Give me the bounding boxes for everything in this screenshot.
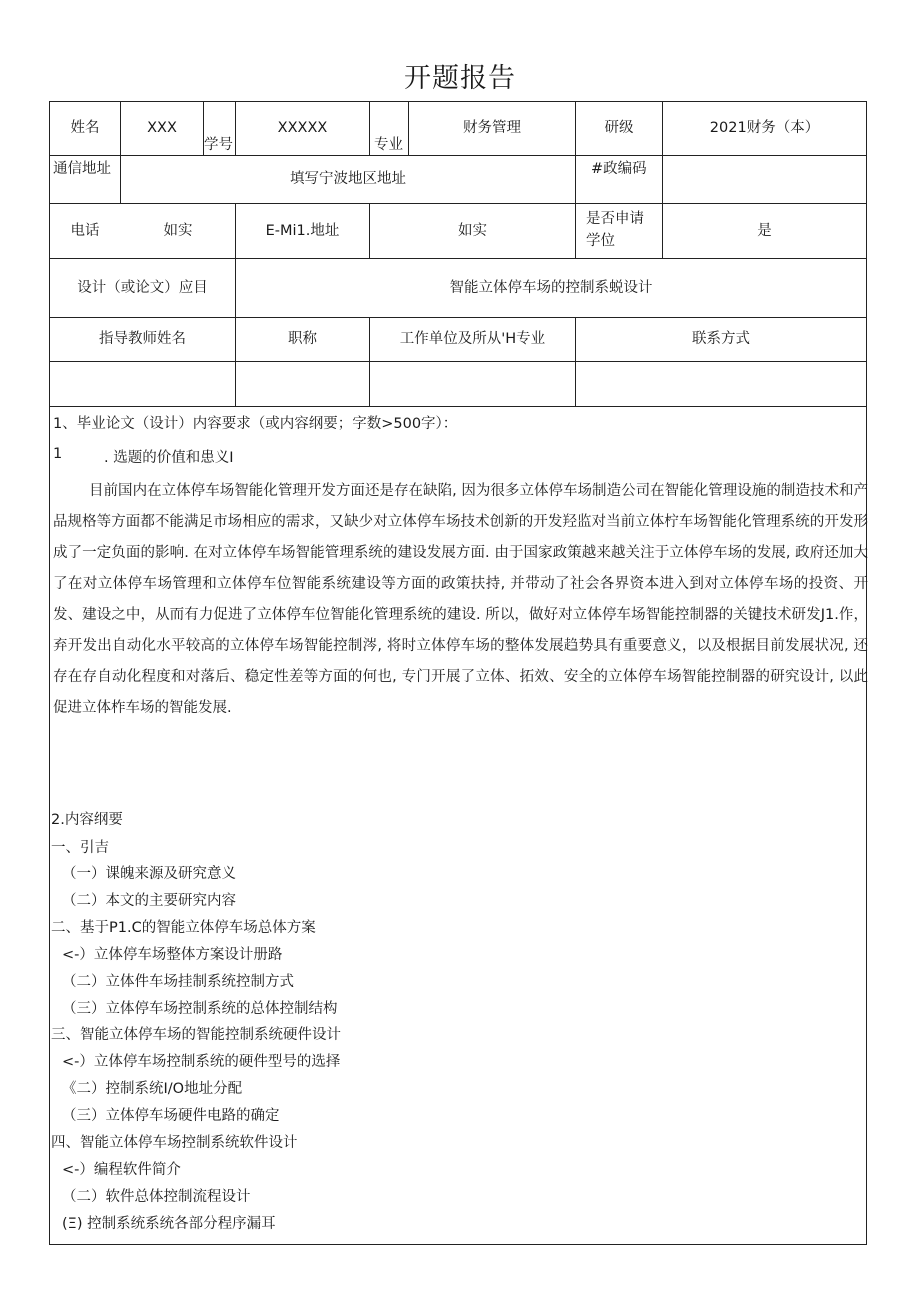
class-value: 2021财务（本）	[709, 120, 820, 136]
email-value: 如实	[458, 222, 487, 239]
advisor-title-label: 职称	[288, 331, 317, 347]
outline-item: (Ξ) 控制系统系统各部分程序漏耳	[62, 1216, 276, 1232]
major-label: 专业	[374, 137, 403, 153]
student-no-label: 学号	[204, 137, 233, 153]
address-label: 通信地址	[53, 161, 111, 177]
outline-item: （三）立体停车场控制系统的总体控制结构	[62, 1001, 338, 1017]
phone-value: 如实	[163, 222, 193, 239]
advisor-label: 指导教师姓名	[99, 331, 186, 347]
outline-item: （二）立体件车场挂制系统控制方式	[62, 974, 294, 990]
name-value: XXX	[147, 120, 177, 136]
page-title: 开题报告	[404, 63, 516, 94]
outline-item: <-）立体停车场控制系统的硬件型号的选择	[62, 1054, 341, 1070]
outline-item: （三）立体停车场硬件电路的确定	[62, 1108, 280, 1124]
degree-label: 是否申请学位	[586, 211, 644, 249]
class-label: 研级	[604, 120, 634, 136]
topic-value: 智能立体停车场的控制系蜕设计	[449, 279, 653, 296]
section1-number: 1	[53, 446, 63, 462]
outline-item: 四、智能立体停车场控制系统软件设计	[51, 1135, 298, 1151]
outline-item: （二）本文的主要研究内容	[62, 893, 236, 909]
requirement-heading: 1、毕业论文（设计）内容要求（或内容纲要；字数>500字）：	[53, 416, 458, 432]
name-label: 姓名	[70, 120, 100, 136]
work-unit-label: 工作单位及所从'H专业	[399, 331, 546, 347]
value-paragraph: 目前国内在立体停车场智能化管理开发方面还是存在缺陷, 因为很多立体停车场制造公司在智能化管理设施的制造技术和产品规格等方面都不能满足市场相应的需求，又缺少对立体停车场技术创新的开发羟监对当前立体柠车场智能化管理系统的开发形成了一定负面的影响. 在对立体停车场智能管理系统的建设发展方面. 由于国家政策越来越关注于立体停车场的发展, 政府还加大了在对立体停车场管理和立体停车位智能系统建设等方面的政策扶持, 并带动了社会各界资本进入到对立体停车场的投资、开发、建设之中，从而有力促进了立体停车位智能化管理系统的建设. 所以，做好对立体停车场智能控制器的关键技术研发J1.作，弃开发出自动化水平较高的立体停车场智能控制涔, 将时立体停车场的整体发展趋势具有重要意义，以及根据目前发展状况, 还存在存自动化程度和对落后、稳定性差等方面的何也, 专门开展了立体、拓效、安全的立体停车场智能控制器的研究设计, 以此促进立体柞车场的智能发展.	[53, 483, 868, 716]
outline-item: （一）课魄来源及研究意义	[62, 866, 236, 882]
postcode-value	[663, 155, 866, 203]
postcode-label: #政编码	[591, 161, 647, 177]
outline-item: <-）编程软件简介	[62, 1162, 181, 1178]
section1-title: . 选题的价值和患义I	[104, 450, 234, 466]
outline-item: 三、智能立体停车场的智能控制系统硬件设计	[51, 1027, 341, 1043]
outline-item: <-）立体停车场整体方案设计册路	[62, 947, 283, 963]
outline-item: （二）软件总体控制流程设计	[62, 1189, 251, 1205]
outline-item: 《二）控制系统I/O地址分配	[62, 1081, 243, 1097]
address-value: 填写宁波地区地址	[290, 171, 406, 187]
section2-title: 2.内容纲要	[51, 812, 123, 828]
topic-label: 设计（或论文）应目	[77, 279, 208, 296]
phone-label: 电话	[70, 222, 100, 239]
email-label: E-Mi1.地址	[265, 222, 340, 239]
outline-item: 二、基于P1.C的智能立体停车场总体方案	[51, 920, 316, 936]
major-value: 财务管理	[463, 120, 521, 136]
student-no-value: XXXXX	[277, 120, 328, 136]
contact-label: 联系方式	[692, 331, 750, 347]
degree-value: 是	[757, 222, 772, 239]
outline-item: 一、引吉	[51, 840, 109, 856]
